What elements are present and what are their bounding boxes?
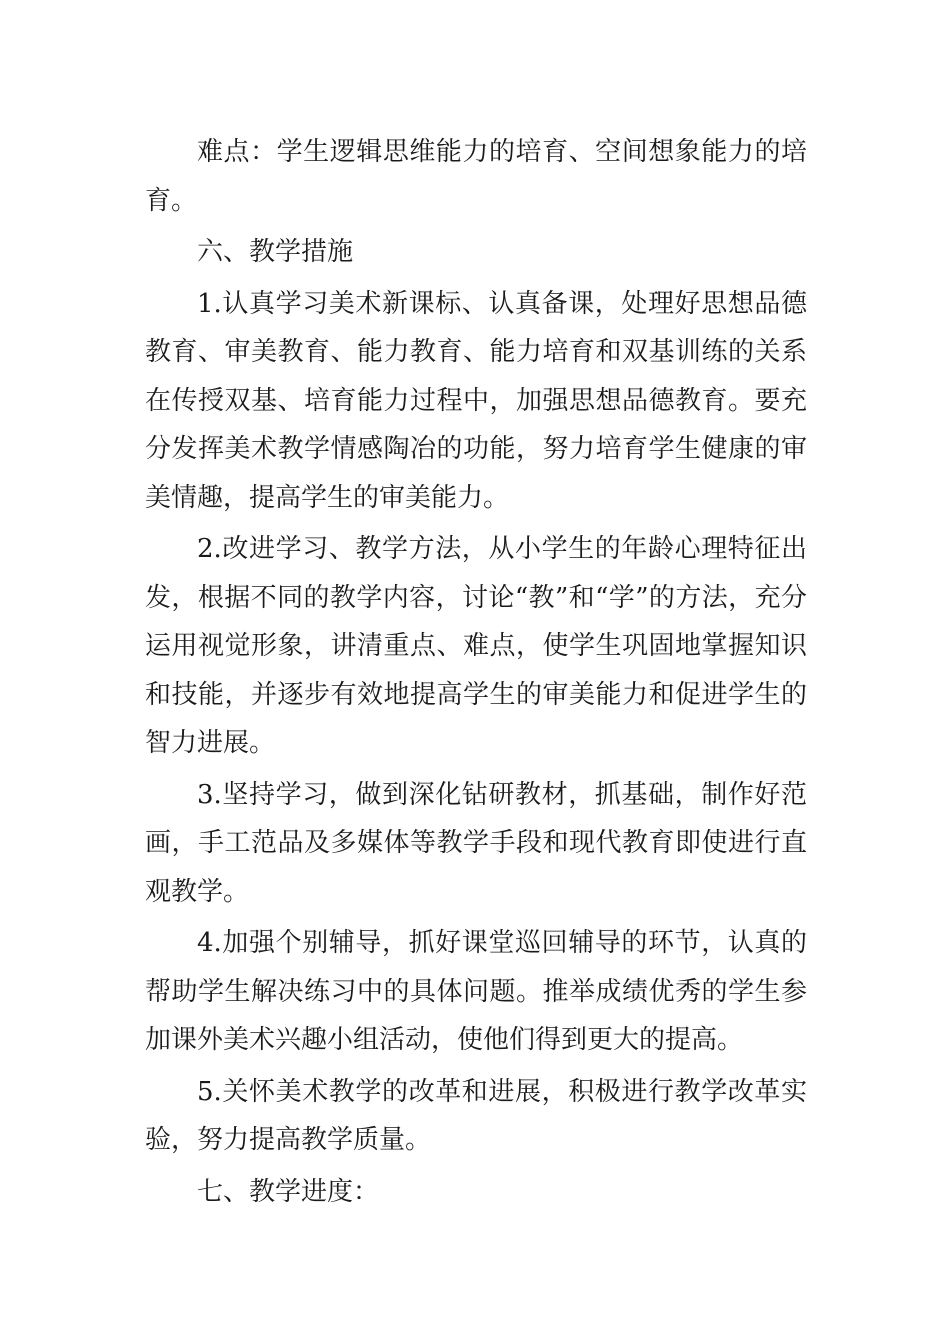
paragraph-measure-4: 4.加强个别辅导，抓好课堂巡回辅导的环节，认真的帮助学生解决练习中的具体问题。推举成绩优秀的学生参加课外美术兴趣小组活动，使他们得到更大的提高。	[145, 928, 807, 1055]
heading-teaching-progress: 七、教学进度：	[197, 1176, 380, 1207]
heading-teaching-measures: 六、教学措施	[197, 237, 354, 267]
document-body	[145, 128, 807, 1219]
paragraph-measure-5: 5.关怀美术教学的改革和进展，积极进行教学改革实验，努力提高教学质量。	[145, 1076, 807, 1155]
paragraph-measure-1: 1.认真学习美术新课标、认真备课，处理好思想品德教育、审美教育、能力教育、能力培育和双基训练的关系在传授双基、培育能力过程中，加强思想品德教育。要充分发挥美术教学情感陶冶的功能，努力培育学生健康的审美情趣，提高学生的审美能力。	[145, 288, 807, 513]
paragraph-measure-3: 3.坚持学习，做到深化钻研教材，抓基础，制作好范画，手工范品及多媒体等教学手段和现代教育即使进行直观教学。	[145, 779, 807, 907]
paragraph-difficulty: 难点：学生逻辑思维能力的培育、空间想象能力的培育。	[145, 137, 807, 216]
paragraph-measure-2: 2.改进学习、教学方法，从小学生的年龄心理特征出发，根据不同的教学内容，讨论“教”和“学”的方法，充分运用视觉形象，讲清重点、难点，使学生巩固地掌握知识和技能，并逐步有效地提高学生的审美能力和促进学生的智力进展。	[145, 534, 807, 758]
